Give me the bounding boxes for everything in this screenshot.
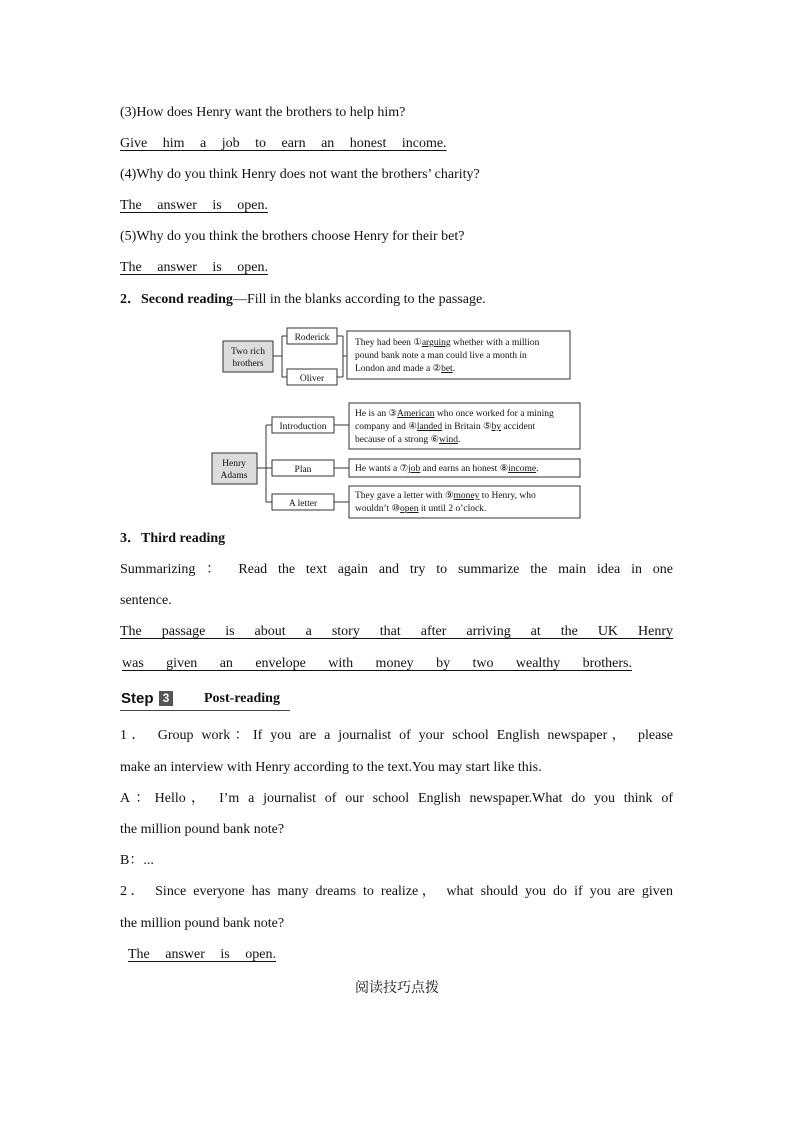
brothers-label-2: brothers: [232, 359, 264, 369]
dialogue-a-line-2: the million pound bank note?: [120, 822, 285, 837]
question-3: (3)How does Henry want the brothers to help him?: [120, 105, 406, 120]
third-reading-instruction-2: sentence.: [120, 593, 172, 608]
reading-skills-title: 阅读技巧点拨: [355, 980, 439, 996]
third-reading-heading: 3．Third reading: [120, 531, 226, 546]
introduction-label: Introduction: [279, 422, 327, 432]
question-5: (5)Why do you think the brothers choose Henry for their bet?: [120, 229, 465, 244]
answer-4: The answer is open.: [120, 198, 268, 213]
group-work-line-1: 1． Group work：If you are a journalist of your school English newspaper， please: [120, 728, 673, 743]
bet-line-2: pound bank note a man could live a month in: [355, 351, 527, 361]
letter-line-1: They gave a letter with ⑨money to Henry, who: [355, 491, 536, 501]
answer-3: Give him a job to earn an honest income.: [120, 136, 447, 151]
dream-question-line-1: 2． Since everyone has many dreams to realize， what should you do if you are given: [120, 884, 673, 899]
step-3-header: [120, 688, 290, 711]
third-reading-instruction-1: Summarizing ： Read the text again and try to summarize the main idea in one: [120, 562, 673, 577]
summary-answer-1: The passage is about a story that after arriving at the UK Henry: [120, 624, 673, 639]
answer-5: The answer is open.: [120, 260, 268, 275]
dream-question-line-2: the million pound bank note?: [120, 916, 285, 931]
plan-line: He wants a ⑦job and earns an honest ⑧income.: [355, 464, 539, 474]
intro-line-2: company and ④landed in Britain ⑤by accident: [355, 422, 536, 432]
oliver-label: Oliver: [299, 374, 325, 384]
group-work-line-2: make an interview with Henry according to the text.You may start like this.: [120, 760, 542, 775]
letter-label: A letter: [288, 499, 318, 509]
henry-label-2: Adams: [220, 471, 248, 481]
dialogue-a-line-1: A：Hello， I’m a journalist of our school English newspaper.What do you think of: [120, 791, 673, 806]
bet-line-1: They had been ①arguing whether with a million: [355, 338, 540, 348]
bet-line-3: London and made a ②bet.: [355, 364, 456, 374]
henry-label-1: Henry: [222, 459, 246, 469]
intro-line-3: because of a strong ⑥wind.: [355, 435, 461, 445]
letter-line-2: wouldn’t ⑩open it until 2 o’clock.: [355, 504, 487, 514]
step-word: Step: [121, 690, 154, 707]
second-reading-line: [120, 291, 486, 309]
step-title: Post-reading: [204, 691, 280, 706]
second-reading-instruction: —Fill in the blanks according to the passage.: [232, 292, 486, 307]
brothers-label-1: Two rich: [231, 347, 265, 357]
story-diagram: [210, 322, 590, 522]
second-reading-heading: 2．Second reading: [120, 292, 233, 307]
dream-answer: The answer is open.: [128, 947, 276, 962]
summary-answer-2: was given an envelope with money by two wealthy brothers.: [122, 656, 632, 671]
step-number-badge: 3: [159, 691, 173, 706]
question-4: (4)Why do you think Henry does not want the brothers’ charity?: [120, 167, 480, 182]
roderick-label: Roderick: [294, 333, 330, 343]
plan-label: Plan: [294, 465, 312, 475]
dialogue-b-line: B：...: [120, 853, 154, 868]
intro-line-1: He is an ③American who once worked for a mining: [355, 409, 554, 419]
